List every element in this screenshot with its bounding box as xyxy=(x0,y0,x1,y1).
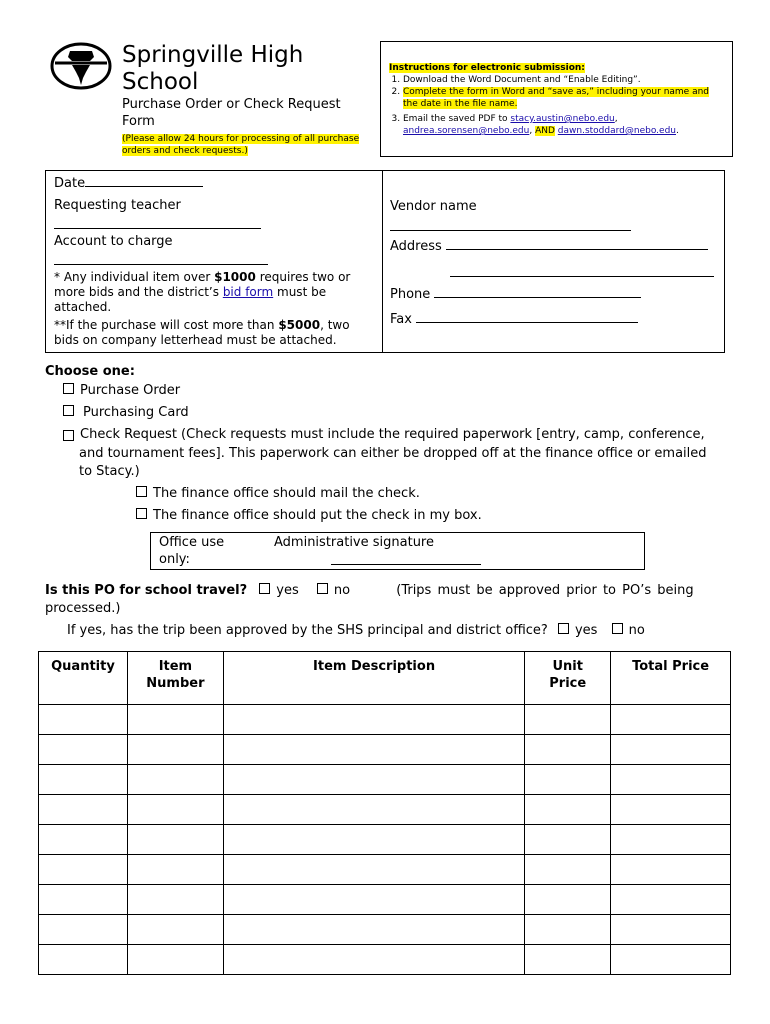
office-use-box xyxy=(150,532,645,570)
office-use-label: Office use only: xyxy=(159,535,225,567)
date-field[interactable]: Date xyxy=(54,175,203,192)
item-number-cell[interactable] xyxy=(127,915,223,945)
header-unit-price: Unit Price xyxy=(525,652,611,705)
total-price-cell[interactable] xyxy=(611,705,731,735)
total-price-cell[interactable] xyxy=(611,825,731,855)
approval-question-row: If yes, has the trip been approved by the SHS principal and district office? yes no xyxy=(67,623,645,638)
choose-one-heading: Choose one: xyxy=(45,364,135,379)
address-field[interactable]: Address xyxy=(390,238,708,255)
item-description-cell[interactable] xyxy=(223,735,524,765)
table-row xyxy=(39,795,731,825)
item-number-cell[interactable] xyxy=(127,945,223,975)
quantity-cell[interactable] xyxy=(39,855,128,885)
option-mail-check[interactable]: The finance office should mail the check. xyxy=(136,485,420,502)
item-description-cell[interactable] xyxy=(223,705,524,735)
check-in-box-checkbox[interactable] xyxy=(136,508,147,519)
quantity-cell[interactable] xyxy=(39,765,128,795)
item-description-cell[interactable] xyxy=(223,795,524,825)
quantity-cell[interactable] xyxy=(39,705,128,735)
unit-price-cell[interactable] xyxy=(525,795,611,825)
item-number-cell[interactable] xyxy=(127,795,223,825)
school-logo xyxy=(50,41,112,91)
quantity-cell[interactable] xyxy=(39,885,128,915)
request-info-box xyxy=(45,170,725,353)
purchase-order-checkbox[interactable] xyxy=(63,383,74,394)
table-row xyxy=(39,945,731,975)
teacher-field[interactable]: Requesting teacher xyxy=(54,198,181,213)
bid-requirement-note: * Any individual item over $1000 requires two or more bids and the district’s bid form must be attached. xyxy=(54,270,351,314)
total-price-cell[interactable] xyxy=(611,915,731,945)
total-price-cell[interactable] xyxy=(611,765,731,795)
item-number-cell[interactable] xyxy=(127,855,223,885)
total-price-cell[interactable] xyxy=(611,855,731,885)
table-row xyxy=(39,825,731,855)
item-number-cell[interactable] xyxy=(127,765,223,795)
travel-yes-checkbox[interactable] xyxy=(259,583,270,594)
unit-price-cell[interactable] xyxy=(525,885,611,915)
header-item-number: Item Number xyxy=(127,652,223,705)
approval-no-checkbox[interactable] xyxy=(612,623,623,634)
item-description-cell[interactable] xyxy=(223,765,524,795)
travel-note: (Trips must be approved prior to PO’s being processed.) xyxy=(45,583,694,616)
item-number-cell[interactable] xyxy=(127,885,223,915)
travel-question-row: Is this PO for school travel? yes no (Trips must be approved prior to PO’s being processed.) xyxy=(45,583,694,616)
instructions-box xyxy=(380,41,733,157)
item-description-cell[interactable] xyxy=(223,855,524,885)
form-title: Purchase Order or Check Request Form xyxy=(122,97,341,129)
approval-question: If yes, has the trip been approved by the SHS principal and district office? xyxy=(67,623,548,638)
admin-signature-label: Administrative signature xyxy=(274,535,434,550)
table-row xyxy=(39,915,731,945)
item-description-cell[interactable] xyxy=(223,885,524,915)
table-row xyxy=(39,735,731,765)
processing-note: (Please allow 24 hours for processing of all purchase orders and check requests.) xyxy=(122,134,360,156)
item-description-cell[interactable] xyxy=(223,945,524,975)
header-quantity: Quantity xyxy=(39,652,128,705)
item-number-cell[interactable] xyxy=(127,705,223,735)
unit-price-cell[interactable] xyxy=(525,765,611,795)
instruction-step-1: 1. Download the Word Document and “Enable Editing”. xyxy=(403,74,724,86)
phone-field[interactable]: Phone xyxy=(390,286,641,303)
account-field[interactable]: Account to charge xyxy=(54,234,173,249)
quantity-cell[interactable] xyxy=(39,915,128,945)
item-number-cell[interactable] xyxy=(127,735,223,765)
item-number-cell[interactable] xyxy=(127,825,223,855)
header-item-description: Item Description xyxy=(223,652,524,705)
total-price-cell[interactable] xyxy=(611,795,731,825)
approval-yes-checkbox[interactable] xyxy=(558,623,569,634)
school-name: Springville High School xyxy=(122,42,304,95)
email-link-andrea[interactable]: andrea.sorensen@nebo.edu xyxy=(403,126,530,136)
unit-price-cell[interactable] xyxy=(525,825,611,855)
total-price-cell[interactable] xyxy=(611,885,731,915)
table-row xyxy=(39,765,731,795)
option-purchasing-card[interactable]: Purchasing Card xyxy=(63,404,189,421)
check-request-checkbox[interactable] xyxy=(63,430,74,441)
quantity-cell[interactable] xyxy=(39,945,128,975)
quantity-cell[interactable] xyxy=(39,825,128,855)
vendor-field[interactable]: Vendor name xyxy=(390,199,477,214)
instruction-step-2: 2. Complete the form in Word and “save as,” including your name and the date in the file name. xyxy=(403,86,724,110)
instructions-title: Instructions for electronic submission: xyxy=(389,63,585,73)
purchasing-card-checkbox[interactable] xyxy=(63,405,74,416)
bid-form-link[interactable]: bid form xyxy=(222,285,274,299)
option-purchase-order[interactable]: Purchase Order xyxy=(63,382,180,399)
header-total-price: Total Price xyxy=(611,652,731,705)
travel-question: Is this PO for school travel? xyxy=(45,583,248,598)
unit-price-cell[interactable] xyxy=(525,915,611,945)
instruction-step-3: 3. Email the saved PDF to stacy.austin@nebo.edu, andrea.sorensen@nebo.edu, AND dawn.stoddard@nebo.edu. xyxy=(403,113,724,137)
total-price-cell[interactable] xyxy=(611,735,731,765)
unit-price-cell[interactable] xyxy=(525,735,611,765)
table-row xyxy=(39,705,731,735)
email-link-stacy[interactable]: stacy.austin@nebo.edu xyxy=(510,114,615,124)
item-description-cell[interactable] xyxy=(223,915,524,945)
option-check-in-box[interactable]: The finance office should put the check in my box. xyxy=(136,507,482,524)
unit-price-cell[interactable] xyxy=(525,945,611,975)
quantity-cell[interactable] xyxy=(39,795,128,825)
admin-signature-field[interactable] xyxy=(331,553,481,565)
mail-check-checkbox[interactable] xyxy=(136,486,147,497)
table-row xyxy=(39,885,731,915)
fax-field[interactable]: Fax xyxy=(390,311,638,328)
quantity-cell[interactable] xyxy=(39,735,128,765)
email-link-dawn[interactable]: dawn.stoddard@nebo.edu xyxy=(557,126,676,136)
table-header-row xyxy=(39,652,731,705)
option-check-request[interactable]: Check Request (Check requests must include the required paperwork [entry, camp, conference, and tournament fees]. This paperwork can either be dropped off at the finance office or emailed to Stacy.) xyxy=(63,426,715,482)
unit-price-cell[interactable] xyxy=(525,855,611,885)
item-description-cell[interactable] xyxy=(223,825,524,855)
total-price-cell[interactable] xyxy=(611,945,731,975)
table-row xyxy=(39,855,731,885)
unit-price-cell[interactable] xyxy=(525,705,611,735)
travel-no-checkbox[interactable] xyxy=(317,583,328,594)
letterhead-note: **If the purchase will cost more than $5000, two bids on company letterhead must be attached. xyxy=(54,318,350,347)
items-table xyxy=(38,651,731,975)
